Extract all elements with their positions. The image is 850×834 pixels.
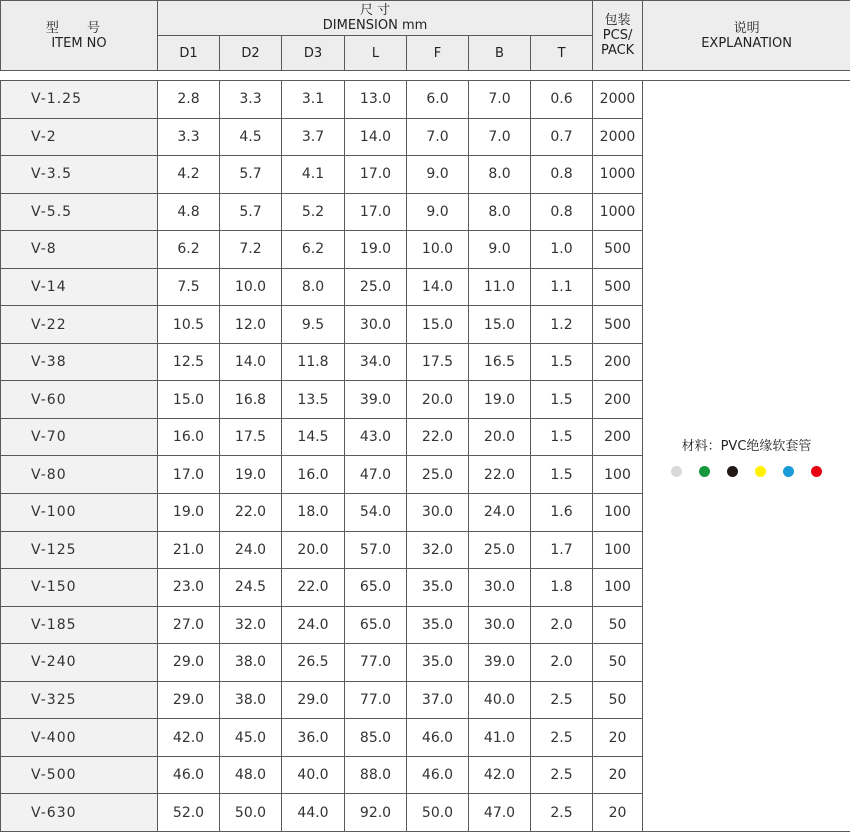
d2-cell: 4.5 <box>220 118 282 156</box>
d1-cell: 17.0 <box>158 456 220 494</box>
d1-cell: 2.8 <box>158 81 220 119</box>
d3-cell: 18.0 <box>282 494 345 532</box>
b-cell: 16.5 <box>469 343 531 381</box>
t-cell: 1.5 <box>531 343 593 381</box>
item-no-cell: V-185 <box>1 606 158 644</box>
t-cell: 1.8 <box>531 569 593 607</box>
pack-cell: 1000 <box>593 193 643 231</box>
d2-cell: 38.0 <box>220 681 282 719</box>
item-no-cell: V-2 <box>1 118 158 156</box>
d3-cell: 3.7 <box>282 118 345 156</box>
pack-cell: 2000 <box>593 118 643 156</box>
d2-cell: 19.0 <box>220 456 282 494</box>
col-header-f: F <box>407 36 469 71</box>
d3-cell: 22.0 <box>282 569 345 607</box>
d1-cell: 27.0 <box>158 606 220 644</box>
material-label: 材料：PVC绝缘软套管 <box>681 438 812 454</box>
d1-cell: 46.0 <box>158 756 220 794</box>
item-no-cell: V-1.25 <box>1 81 158 119</box>
b-cell: 8.0 <box>469 156 531 194</box>
d2-cell: 7.2 <box>220 231 282 269</box>
table-row <box>1 81 850 119</box>
f-cell: 46.0 <box>407 756 469 794</box>
f-cell: 15.0 <box>407 306 469 344</box>
pack-header <box>593 1 643 71</box>
f-cell: 22.0 <box>407 418 469 456</box>
b-cell: 8.0 <box>469 193 531 231</box>
d3-cell: 40.0 <box>282 756 345 794</box>
l-cell: 34.0 <box>345 343 407 381</box>
d2-cell: 22.0 <box>220 494 282 532</box>
b-cell: 40.0 <box>469 681 531 719</box>
d1-cell: 4.2 <box>158 156 220 194</box>
f-cell: 20.0 <box>407 381 469 419</box>
b-cell: 30.0 <box>469 569 531 607</box>
d2-cell: 50.0 <box>220 794 282 832</box>
b-cell: 7.0 <box>469 81 531 119</box>
f-cell: 30.0 <box>407 494 469 532</box>
f-cell: 35.0 <box>407 644 469 682</box>
l-cell: 77.0 <box>345 681 407 719</box>
d2-cell: 16.8 <box>220 381 282 419</box>
dimension-header <box>158 1 593 36</box>
d3-cell: 5.2 <box>282 193 345 231</box>
col-header-b: B <box>469 36 531 71</box>
pack-cell: 2000 <box>593 81 643 119</box>
color-swatch-6 <box>811 466 822 477</box>
b-cell: 30.0 <box>469 606 531 644</box>
color-swatch-1 <box>671 466 682 477</box>
spec-table-body <box>0 80 850 832</box>
explanation-header <box>643 1 850 71</box>
l-cell: 57.0 <box>345 531 407 569</box>
color-swatch-3 <box>727 466 738 477</box>
pack-cell: 500 <box>593 231 643 269</box>
t-cell: 2.5 <box>531 794 593 832</box>
l-cell: 88.0 <box>345 756 407 794</box>
b-cell: 42.0 <box>469 756 531 794</box>
f-cell: 7.0 <box>407 118 469 156</box>
item-no-cell: V-22 <box>1 306 158 344</box>
d2-cell: 24.5 <box>220 569 282 607</box>
item-no-zh: 型 号 <box>45 20 113 36</box>
item-no-cell: V-80 <box>1 456 158 494</box>
t-cell: 0.7 <box>531 118 593 156</box>
t-cell: 2.5 <box>531 719 593 757</box>
item-no-cell: V-500 <box>1 756 158 794</box>
t-cell: 1.1 <box>531 268 593 306</box>
b-cell: 20.0 <box>469 418 531 456</box>
pack-cell: 20 <box>593 794 643 832</box>
f-cell: 37.0 <box>407 681 469 719</box>
col-header-d1: D1 <box>158 36 220 71</box>
t-cell: 1.7 <box>531 531 593 569</box>
dimension-en: DIMENSION mm <box>322 18 428 33</box>
spec-table-header <box>0 0 850 71</box>
d2-cell: 32.0 <box>220 606 282 644</box>
item-no-cell: V-630 <box>1 794 158 832</box>
d3-cell: 13.5 <box>282 381 345 419</box>
d2-cell: 14.0 <box>220 343 282 381</box>
pack-en-1: PCS/ <box>602 28 633 43</box>
item-no-cell: V-100 <box>1 494 158 532</box>
d2-cell: 17.5 <box>220 418 282 456</box>
pack-cell: 200 <box>593 381 643 419</box>
d1-cell: 7.5 <box>158 268 220 306</box>
item-no-cell: V-70 <box>1 418 158 456</box>
item-no-header <box>1 1 158 71</box>
t-cell: 1.5 <box>531 381 593 419</box>
t-cell: 0.6 <box>531 81 593 119</box>
t-cell: 1.2 <box>531 306 593 344</box>
item-no-cell: V-3.5 <box>1 156 158 194</box>
l-cell: 14.0 <box>345 118 407 156</box>
d1-cell: 16.0 <box>158 418 220 456</box>
d2-cell: 3.3 <box>220 81 282 119</box>
f-cell: 46.0 <box>407 719 469 757</box>
item-no-cell: V-325 <box>1 681 158 719</box>
b-cell: 47.0 <box>469 794 531 832</box>
d2-cell: 10.0 <box>220 268 282 306</box>
b-cell: 19.0 <box>469 381 531 419</box>
color-swatch-5 <box>783 466 794 477</box>
color-swatches <box>643 466 850 477</box>
l-cell: 25.0 <box>345 268 407 306</box>
pack-cell: 500 <box>593 268 643 306</box>
d1-cell: 19.0 <box>158 494 220 532</box>
col-header-d2: D2 <box>220 36 282 71</box>
d2-cell: 5.7 <box>220 156 282 194</box>
f-cell: 32.0 <box>407 531 469 569</box>
l-cell: 92.0 <box>345 794 407 832</box>
f-cell: 14.0 <box>407 268 469 306</box>
d1-cell: 10.5 <box>158 306 220 344</box>
d1-cell: 21.0 <box>158 531 220 569</box>
t-cell: 2.5 <box>531 756 593 794</box>
f-cell: 10.0 <box>407 231 469 269</box>
l-cell: 65.0 <box>345 569 407 607</box>
d2-cell: 45.0 <box>220 719 282 757</box>
d3-cell: 8.0 <box>282 268 345 306</box>
b-cell: 39.0 <box>469 644 531 682</box>
col-header-t: T <box>531 36 593 71</box>
d3-cell: 11.8 <box>282 343 345 381</box>
d3-cell: 20.0 <box>282 531 345 569</box>
d3-cell: 44.0 <box>282 794 345 832</box>
pack-cell: 20 <box>593 756 643 794</box>
t-cell: 1.5 <box>531 418 593 456</box>
l-cell: 19.0 <box>345 231 407 269</box>
d1-cell: 42.0 <box>158 719 220 757</box>
t-cell: 1.0 <box>531 231 593 269</box>
item-no-cell: V-150 <box>1 569 158 607</box>
pack-zh: 包装 <box>604 13 631 28</box>
d3-cell: 9.5 <box>282 306 345 344</box>
color-swatch-2 <box>699 466 710 477</box>
d2-cell: 12.0 <box>220 306 282 344</box>
l-cell: 85.0 <box>345 719 407 757</box>
l-cell: 30.0 <box>345 306 407 344</box>
item-no-cell: V-60 <box>1 381 158 419</box>
b-cell: 15.0 <box>469 306 531 344</box>
b-cell: 9.0 <box>469 231 531 269</box>
dimension-zh: 尺 寸 <box>359 3 391 18</box>
b-cell: 7.0 <box>469 118 531 156</box>
pack-en-2: PACK <box>600 43 635 58</box>
t-cell: 0.8 <box>531 193 593 231</box>
f-cell: 9.0 <box>407 156 469 194</box>
d3-cell: 26.5 <box>282 644 345 682</box>
l-cell: 43.0 <box>345 418 407 456</box>
item-no-cell: V-8 <box>1 231 158 269</box>
d2-cell: 38.0 <box>220 644 282 682</box>
t-cell: 2.0 <box>531 606 593 644</box>
f-cell: 6.0 <box>407 81 469 119</box>
d1-cell: 15.0 <box>158 381 220 419</box>
d2-cell: 48.0 <box>220 756 282 794</box>
explanation-cell <box>643 81 850 832</box>
d3-cell: 14.5 <box>282 418 345 456</box>
l-cell: 77.0 <box>345 644 407 682</box>
pack-cell: 100 <box>593 456 643 494</box>
item-no-cell: V-5.5 <box>1 193 158 231</box>
d1-cell: 12.5 <box>158 343 220 381</box>
item-no-cell: V-240 <box>1 644 158 682</box>
b-cell: 22.0 <box>469 456 531 494</box>
pack-cell: 500 <box>593 306 643 344</box>
t-cell: 1.5 <box>531 456 593 494</box>
pack-cell: 100 <box>593 531 643 569</box>
pack-cell: 200 <box>593 418 643 456</box>
d3-cell: 16.0 <box>282 456 345 494</box>
f-cell: 35.0 <box>407 606 469 644</box>
color-swatch-4 <box>755 466 766 477</box>
l-cell: 13.0 <box>345 81 407 119</box>
d3-cell: 4.1 <box>282 156 345 194</box>
pack-cell: 1000 <box>593 156 643 194</box>
d2-cell: 24.0 <box>220 531 282 569</box>
f-cell: 17.5 <box>407 343 469 381</box>
t-cell: 1.6 <box>531 494 593 532</box>
f-cell: 25.0 <box>407 456 469 494</box>
item-no-cell: V-14 <box>1 268 158 306</box>
d1-cell: 29.0 <box>158 644 220 682</box>
d1-cell: 23.0 <box>158 569 220 607</box>
item-no-cell: V-400 <box>1 719 158 757</box>
d1-cell: 52.0 <box>158 794 220 832</box>
t-cell: 0.8 <box>531 156 593 194</box>
item-no-en: ITEM NO <box>51 35 107 51</box>
b-cell: 24.0 <box>469 494 531 532</box>
d1-cell: 29.0 <box>158 681 220 719</box>
l-cell: 17.0 <box>345 156 407 194</box>
l-cell: 17.0 <box>345 193 407 231</box>
col-header-d3: D3 <box>282 36 345 71</box>
d1-cell: 6.2 <box>158 231 220 269</box>
d3-cell: 6.2 <box>282 231 345 269</box>
d3-cell: 29.0 <box>282 681 345 719</box>
pack-cell: 20 <box>593 719 643 757</box>
f-cell: 9.0 <box>407 193 469 231</box>
b-cell: 25.0 <box>469 531 531 569</box>
b-cell: 11.0 <box>469 268 531 306</box>
pack-cell: 200 <box>593 343 643 381</box>
pack-cell: 100 <box>593 569 643 607</box>
d3-cell: 36.0 <box>282 719 345 757</box>
pack-cell: 50 <box>593 644 643 682</box>
item-no-cell: V-125 <box>1 531 158 569</box>
t-cell: 2.0 <box>531 644 593 682</box>
l-cell: 65.0 <box>345 606 407 644</box>
explanation-zh: 说明 <box>733 20 760 36</box>
b-cell: 41.0 <box>469 719 531 757</box>
f-cell: 50.0 <box>407 794 469 832</box>
pack-cell: 100 <box>593 494 643 532</box>
d1-cell: 3.3 <box>158 118 220 156</box>
explanation-en: EXPLANATION <box>701 35 792 51</box>
l-cell: 39.0 <box>345 381 407 419</box>
d1-cell: 4.8 <box>158 193 220 231</box>
d3-cell: 24.0 <box>282 606 345 644</box>
pack-cell: 50 <box>593 681 643 719</box>
l-cell: 47.0 <box>345 456 407 494</box>
t-cell: 2.5 <box>531 681 593 719</box>
col-header-l: L <box>345 36 407 71</box>
d2-cell: 5.7 <box>220 193 282 231</box>
pack-cell: 50 <box>593 606 643 644</box>
d3-cell: 3.1 <box>282 81 345 119</box>
l-cell: 54.0 <box>345 494 407 532</box>
item-no-cell: V-38 <box>1 343 158 381</box>
f-cell: 35.0 <box>407 569 469 607</box>
